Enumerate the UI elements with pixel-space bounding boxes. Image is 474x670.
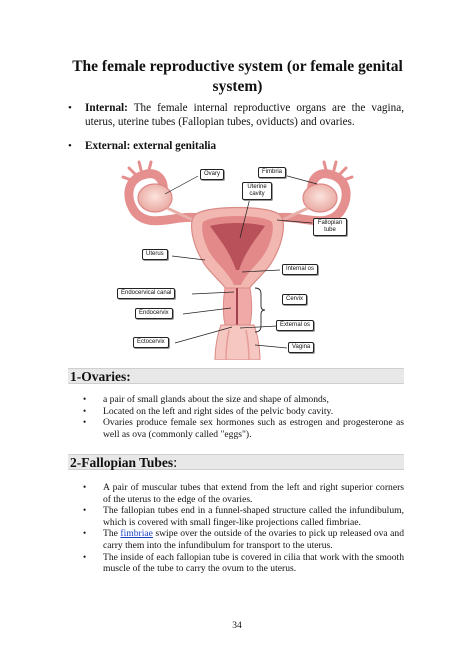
- label-cervix: Cervix: [282, 294, 307, 305]
- section-heading-fallopian-tubes: 2-Fallopian Tubes:: [68, 454, 404, 470]
- bullet-dot: •: [68, 102, 72, 114]
- fallopian-tubes-list: [78, 482, 404, 575]
- label-uterine-cavity: Uterine cavity: [242, 182, 272, 200]
- label-endocervix: Endocervix: [135, 308, 173, 319]
- label-vagina: Vagina: [288, 342, 314, 353]
- label-fimbria: Fimbria: [258, 167, 286, 178]
- label-ovary: Ovary: [200, 169, 224, 180]
- list-item: • Ovaries produce female sex hormones such as estrogen and progesterone as well as ova (commonly called "eggs").: [83, 417, 404, 440]
- list-item: • a pair of small glands about the size and shape of almonds,: [83, 394, 329, 405]
- bullet-dot: •: [68, 140, 72, 152]
- list-item: • The fimbriae swipe over the outside of the ovaries to pick up released ova and carry them into the infundibulum for transport to the uterus.: [83, 528, 405, 551]
- right-ovary: [303, 184, 337, 212]
- vagina-shape: [215, 325, 260, 360]
- bullet-dot: •: [83, 405, 87, 416]
- bullet-dot: •: [83, 505, 87, 516]
- list-item: • The inside of each fallopian tube is covered in cilia that work with the smooth muscle of the tube to carry the ovum to the uterus.: [83, 551, 404, 575]
- section-heading-ovaries: 1-Ovaries:: [68, 368, 404, 384]
- label-fallopian-tube: Fallopian tube: [313, 218, 347, 236]
- bullet-dot: •: [83, 482, 87, 492]
- external-label: External:: [85, 140, 131, 152]
- label-internal-os: Internal os: [282, 264, 318, 275]
- internal-text: The female internal reproductive organs are the vagina, uterus, uterine tubes (Fallopian tubes, oviducts) and ovaries.: [85, 102, 404, 128]
- page-number: 34: [232, 621, 242, 631]
- bullet-dot: •: [83, 551, 87, 562]
- external-text: external genitalia: [133, 140, 217, 152]
- list-item: • A pair of muscular tubes that extend from the left and right superior corners of the uterus to the edge of the ovaries.: [83, 482, 404, 505]
- internal-label: Internal:: [85, 102, 128, 114]
- anatomy-illustration: [105, 160, 370, 360]
- bullet-dot: •: [83, 394, 87, 404]
- reproductive-system-diagram: [105, 160, 370, 360]
- label-endocervical-canal: Endocervical canal: [117, 288, 175, 299]
- bullet-dot: •: [83, 417, 87, 428]
- ovaries-list: [78, 394, 404, 440]
- label-external-os: External os: [276, 320, 314, 331]
- external-bullet: [68, 139, 404, 153]
- page-title: The female reproductive system (or female genital system): [72, 58, 403, 95]
- bullet-dot: •: [83, 528, 87, 539]
- fimbriae-link[interactable]: fimbriae: [120, 528, 153, 540]
- left-ovary: [138, 184, 172, 212]
- internal-bullet: [68, 101, 404, 129]
- list-item: • The fallopian tubes end in a funnel-shaped structure called the infundibulum, which is covered with small finger-like projections called fimbriae.: [83, 505, 404, 528]
- label-uterus: Uterus: [142, 249, 168, 260]
- list-item: • Located on the left and right sides of the pelvic body cavity.: [83, 405, 334, 417]
- label-ectocervix: Ectocervix: [133, 337, 169, 348]
